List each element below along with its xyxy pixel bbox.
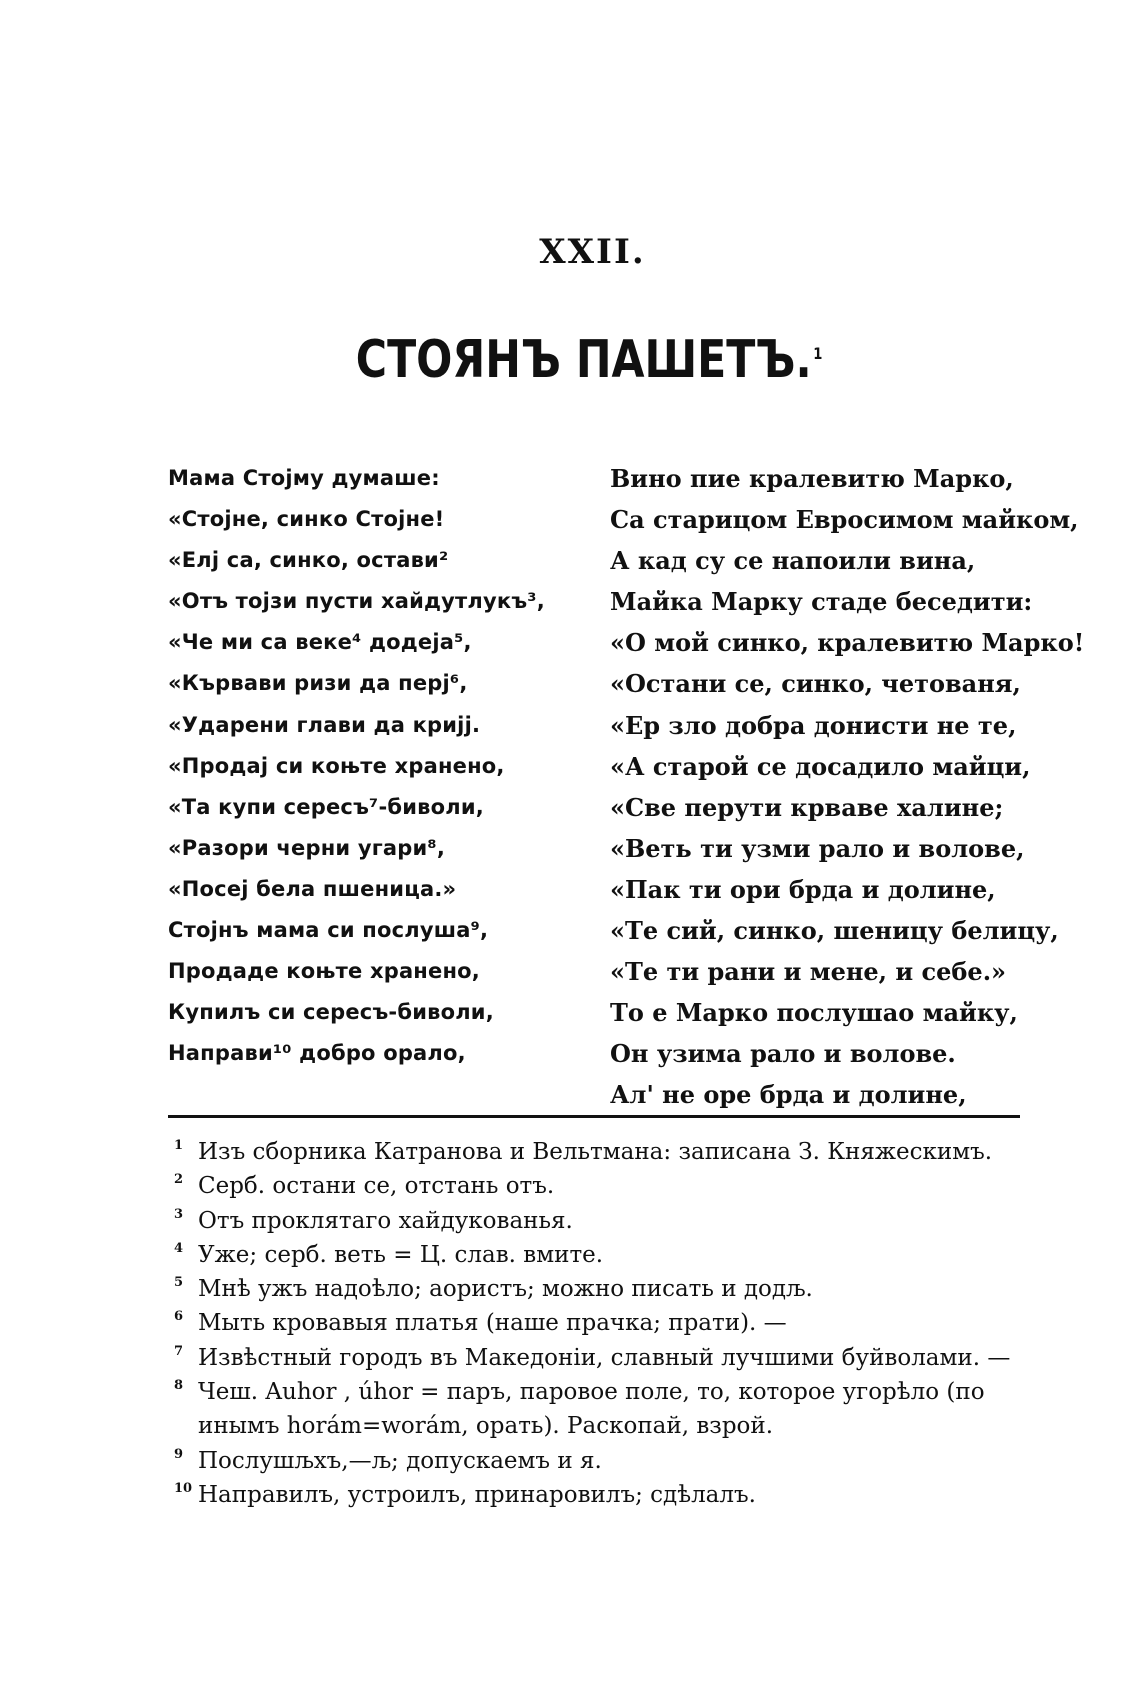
verse-line: «Продај си коњте хранено,	[168, 753, 505, 778]
footnote-divider	[168, 1115, 1020, 1118]
verse-line: «Све перути крваве халине;	[610, 792, 1004, 822]
footnote	[168, 1272, 1048, 1306]
verse-line: Стојнъ мама си послуша⁹,	[168, 918, 489, 943]
footnote	[168, 1375, 1048, 1444]
footnote-number: 2	[174, 1172, 184, 1188]
verse-line: «Те сий, синко, шеницу белицу,	[610, 916, 1059, 946]
footnote	[168, 1478, 1048, 1512]
verse-line: «Кървави ризи да перј⁶,	[168, 671, 468, 696]
verse-line: «Разори черни угари⁸,	[168, 835, 445, 860]
footnote-number: 8	[174, 1378, 184, 1394]
verse-line: Продаде коњте хранено,	[168, 959, 480, 984]
footnote-number: 7	[174, 1343, 184, 1359]
verse-line: «Веть ти узми рало и волове,	[610, 833, 1025, 863]
poem-right-column	[610, 458, 1085, 1116]
title-footnote-marker: 1	[813, 343, 823, 363]
verse-line: «Стојне, синко Стојне!	[168, 507, 445, 532]
footnote	[168, 1204, 1048, 1238]
poem-left-column	[168, 458, 588, 1074]
footnote-text: Серб. остани се, отстань отъ.	[198, 1173, 555, 1200]
verse-line: «Остани се, синко, четованя,	[610, 669, 1021, 699]
footnote-text: Уже; серб. веть = Ц. слав. вмите.	[198, 1241, 604, 1268]
verse-line: «Отъ тојзи пусти хайдутлукъ³,	[168, 589, 545, 614]
verse-line: «Та купи сересъ⁷-биволи,	[168, 794, 484, 819]
verse-line: «Елј са, синко, остави²	[168, 548, 449, 573]
footnote	[168, 1135, 1048, 1169]
footnote-text: Чеш. Auhor , úhor = паръ, паровое поле, то, которое угорѣло (по инымъ horám=worám, орать). Раскопай, взрой.	[198, 1379, 985, 1440]
footnote-text: Мнѣ ужъ надоѣло; аористъ; можно писать и додљ.	[198, 1276, 813, 1303]
footnote-text: Изъ сборника Катранова и Вельтмана: записана З. Княжескимъ.	[198, 1139, 993, 1165]
footnotes-list	[168, 1135, 1048, 1512]
verse-line: А кад су се напоили вина,	[610, 546, 976, 576]
verse-line: «Те ти рани и мене, и себе.»	[610, 957, 1007, 987]
footnote-number: 3	[174, 1206, 184, 1222]
verse-line: Купилъ си сересъ-биволи,	[168, 1000, 494, 1025]
footnote	[168, 1169, 1048, 1203]
footnote-number: 10	[174, 1480, 193, 1496]
footnote-number: 4	[174, 1240, 184, 1256]
footnote	[168, 1341, 1048, 1375]
chapter-number: XXII.	[539, 232, 646, 272]
footnote-number: 9	[174, 1446, 184, 1462]
footnote-text: Послушљхъ,—љ; допускаемъ и я.	[198, 1447, 602, 1474]
footnote-number: 6	[174, 1309, 184, 1325]
footnote-number: 5	[174, 1275, 184, 1291]
verse-line: То е Марко послушао майку,	[610, 998, 1018, 1028]
poem-title-text: СТОЯНЪ ПАШЕТЪ.	[355, 330, 812, 390]
verse-line: Майка Марку стаде беседити:	[610, 587, 1033, 617]
verse-line: Са старицом Евросимом майком,	[610, 505, 1079, 535]
verse-line: «Ударени глави да кријј.	[168, 712, 481, 737]
footnote	[168, 1306, 1048, 1340]
verse-line: «О мой синко, кралевитю Марко!	[610, 628, 1085, 658]
verse-line: «Пак ти ори брда и долине,	[610, 874, 996, 904]
verse-line: «А старой се досадило майци,	[610, 751, 1031, 781]
verse-line: Он узима рало и волове.	[610, 1039, 956, 1069]
poem-title	[105, 330, 1040, 390]
verse-line: Вино пие кралевитю Марко,	[610, 464, 1014, 493]
footnote-text: Извѣстный городъ въ Македоніи, славный лучшими буйволами. —	[198, 1344, 1011, 1371]
footnote-text: Отъ проклятаго хайдукованья.	[198, 1207, 573, 1234]
verse-line: «Че ми са веке⁴ додеја⁵,	[168, 630, 472, 655]
footnote-number: 1	[174, 1138, 184, 1153]
verse-line: Мама Стојму думаше:	[168, 466, 440, 490]
verse-line: Направи¹⁰ добро орало,	[168, 1041, 466, 1066]
footnote-text: Мыть кровавыя платья (наше прачка; прати). —	[198, 1310, 787, 1337]
footnote	[168, 1238, 1048, 1272]
footnote	[168, 1444, 1048, 1478]
footnote-text: Направилъ, устроилъ, принаровилъ; сдѣлалъ.	[198, 1481, 756, 1508]
verse-line: «Ер зло добра донисти не те,	[610, 710, 1017, 740]
verse-line: Ал' не оре брда и долине,	[610, 1080, 967, 1110]
verse-line: «Посеј бела пшеница.»	[168, 876, 457, 901]
